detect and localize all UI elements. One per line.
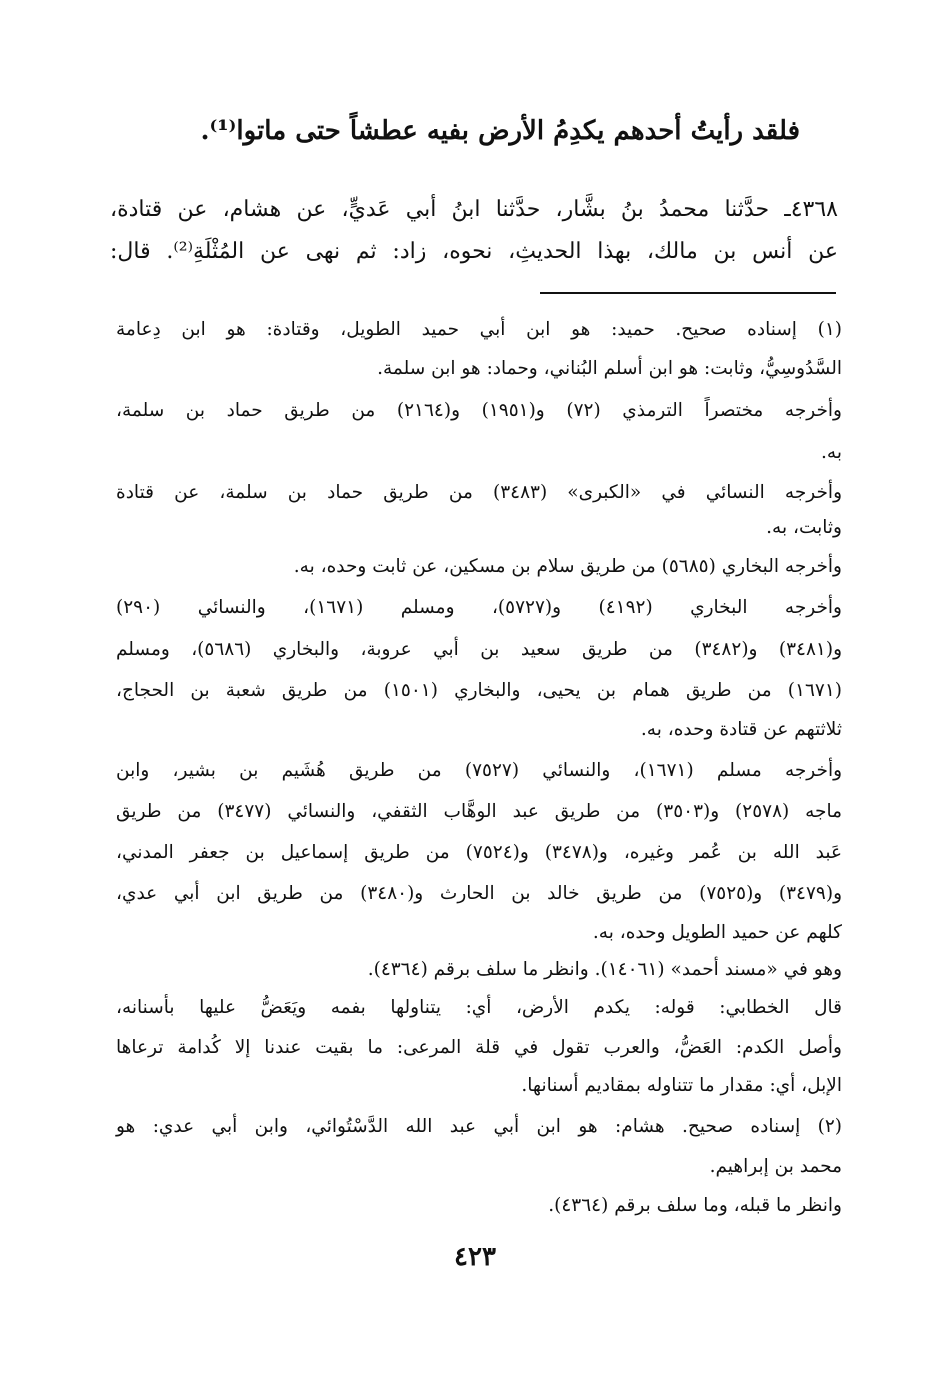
hadith-text-line-1: ٤٣٦٨ـ حدَّثنا محمدُ بنُ بشَّار، حدَّثنا ابنُ أبي عَديٍّ، عن هشام، عن قتادة، xyxy=(110,197,838,222)
footnote-line: السَّدُوسِيُّ، وثابت: هو ابن أسلم البُناني، وحماد: هو ابن سلمة. xyxy=(377,358,842,379)
footnote-line: ماجه (٢٥٧٨) و(٣٥٠٣) من طريق عبد الوهَّاب الثقفي، والنسائي (٣٤٧٧) من طريق xyxy=(116,801,843,822)
page-number: ٤٢٣ xyxy=(454,1242,496,1272)
footnote-line: ثلاثتهم عن قتادة وحده، به. xyxy=(640,719,842,740)
opening-text-line: فلقد رأيتُ أحدهم يكدِمُ الأرض بفيه عطشاً حتى ماتوا⁽¹⁾. xyxy=(200,116,800,146)
footnote-line: وأخرجه البخاري (٤١٩٢) و(٥٧٢٧)، ومسلم (١٦٧١)، والنسائي (٢٩٠) xyxy=(116,597,842,618)
hadith-text-line-2: عن أنس بن مالك، بهذا الحديثِ، نحوه، زاد: ثم نهى عن المُثْلَةِ⁽²⁾. قال: xyxy=(110,239,838,264)
footnote-line: به. xyxy=(821,442,842,463)
footnote-line: وانظر ما قبله، وما سلف برقم (٤٣٦٤). xyxy=(548,1195,842,1216)
footnote-line: وأخرجه البخاري (٥٦٨٥) من طريق سلام بن مسكين، عن ثابت وحده، به. xyxy=(293,556,842,577)
footnote-line: قال الخطابي: قوله: يكدم الأرض، أي: يتناولها بفمه ويَعَضُّ عليها بأسنانه، xyxy=(116,997,842,1018)
footnote-line: وأصل الكدم: العَضُّ، والعرب تقول في قلة المرعى: ما بقيت عندنا إلا كُدامة ترعاها xyxy=(116,1037,842,1058)
footnote-line: وثابت، به. xyxy=(766,517,842,538)
footnote-line: (١٦٧١) من طريق همام بن يحيى، والبخاري (١٥٠١) من طريق شعبة بن الحجاج، xyxy=(116,680,842,701)
footnote-line: كلهم عن حميد الطويل وحده، به. xyxy=(592,922,842,943)
footnote-line: عَبد الله بن عُمر وغيره، و(٣٤٧٨) و(٧٥٢٤) من طريق إسماعيل بن جعفر المدني، xyxy=(116,842,842,863)
footnote-line: وأخرجه النسائي في «الكبرى» (٣٤٨٣) من طريق حماد بن سلمة، عن قتادة xyxy=(116,482,842,503)
footnote-line: محمد بن إبراهيم. xyxy=(709,1156,842,1177)
footnote-line: (٢) إسناده صحيح. هشام: هو ابن أبي عبد الله الدَّسْتُوائي، وابن أبي عدي: هو xyxy=(116,1116,842,1137)
footnote-line: و(٣٤٨١) و(٣٤٨٢) من طريق سعيد بن أبي عروبة، والبخاري (٥٦٨٦)، ومسلم xyxy=(116,639,843,660)
footnote-line: وأخرجه مختصراً الترمذي (٧٢) و(١٩٥١) و(٢١٦٤) من طريق حماد بن سلمة، xyxy=(116,400,842,421)
footnote-separator-rule xyxy=(540,292,836,294)
footnote-line: وهو في «مسند أحمد» (١٤٠٦١). وانظر ما سلف برقم (٤٣٦٤). xyxy=(367,959,842,980)
footnote-line: (١) إسناده صحيح. حميد: هو ابن أبي حميد الطويل، وقتادة: هو ابن دِعامة xyxy=(116,319,842,340)
footnote-line: وأخرجه مسلم (١٦٧١)، والنسائي (٧٥٢٧) من طريق هُشَيم بن بشير، وابن xyxy=(116,760,843,781)
footnote-line: و(٣٤٧٩) و(٧٥٢٥) من طريق خالد بن الحارث و(٣٤٨٠) من طريق ابن أبي عدي، xyxy=(116,883,843,904)
footnote-line: الإبل، أي: مقدار ما تتناوله بمقاديم أسنانها. xyxy=(521,1075,842,1096)
